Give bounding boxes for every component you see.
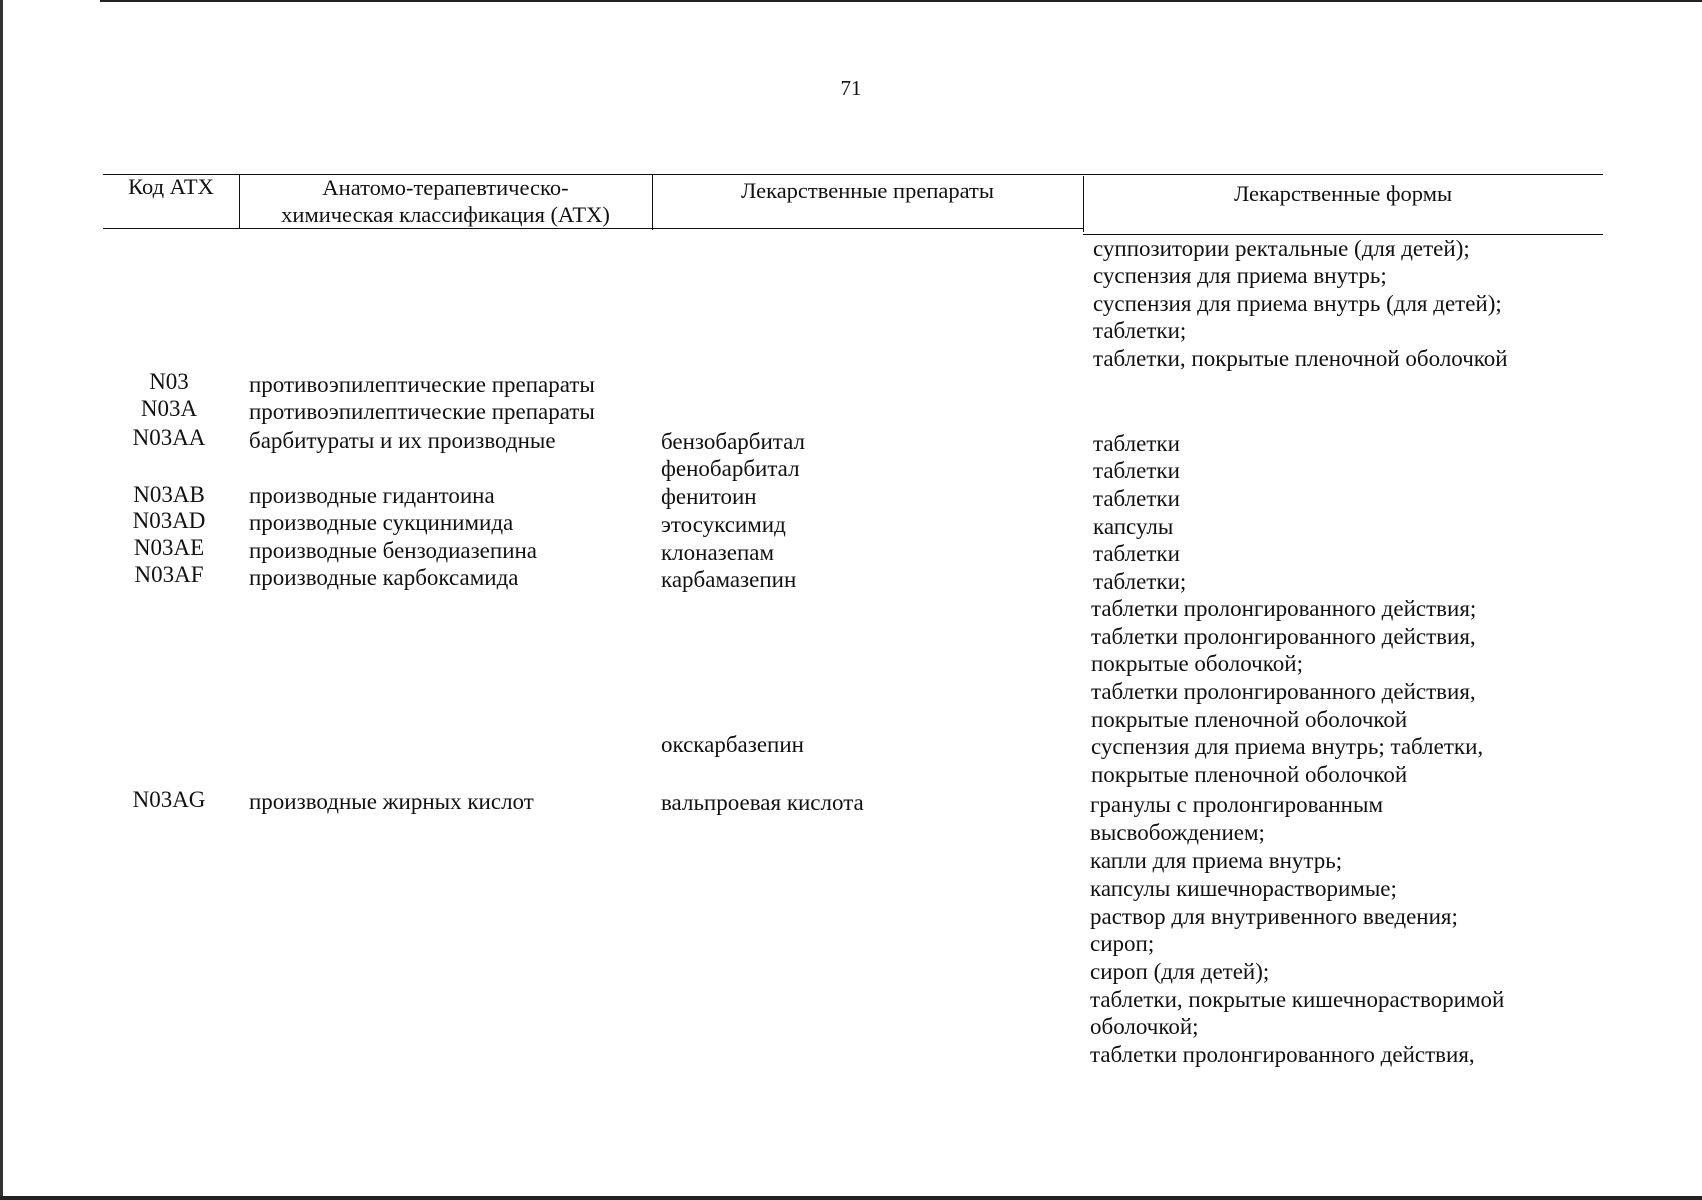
form-line: капсулы bbox=[1093, 514, 1174, 539]
drug-name: фенитоин bbox=[661, 484, 757, 509]
atc-name: противоэпилептические препараты bbox=[249, 372, 595, 397]
drug-name: вальпроевая кислота bbox=[661, 790, 864, 815]
form-line: покрытые пленочной оболочкой bbox=[1091, 707, 1408, 732]
form-line: гранулы с пролонгированным bbox=[1090, 792, 1384, 817]
form-line: таблетки пролонгированного действия, bbox=[1090, 1042, 1475, 1067]
form-line: таблетки пролонгированного действия, bbox=[1091, 624, 1476, 649]
atc-name: производные жирных кислот bbox=[249, 789, 534, 814]
atc-code: N03AA bbox=[132, 425, 206, 450]
drug-name: бензобарбитал bbox=[661, 429, 806, 454]
atc-code: N03A bbox=[140, 396, 198, 421]
form-line: покрытые пленочной оболочкой bbox=[1091, 762, 1408, 787]
header-code: Код АТХ bbox=[128, 174, 214, 199]
atc-code: N03 bbox=[149, 369, 189, 394]
form-line: таблетки пролонгированного действия; bbox=[1091, 596, 1477, 621]
atc-name: противоэпилептические препараты bbox=[249, 399, 595, 424]
form-line: сироп; bbox=[1090, 931, 1155, 956]
form-line: раствор для внутривенного введения; bbox=[1090, 904, 1458, 929]
atc-name: производные карбоксамида bbox=[249, 565, 519, 590]
atc-code: N03AE bbox=[133, 535, 205, 560]
form-line: оболочкой; bbox=[1090, 1014, 1199, 1039]
atc-name: производные бензодиазепина bbox=[249, 538, 538, 563]
form-line: капсулы кишечнорастворимые; bbox=[1090, 876, 1397, 901]
header-atc-line1: Анатомо-терапевтическо- bbox=[322, 175, 569, 200]
form-line: суспензия для приема внутрь (для детей); bbox=[1093, 291, 1502, 316]
header-forms: Лекарственные формы bbox=[1233, 181, 1453, 206]
header-drugs: Лекарственные препараты bbox=[741, 178, 994, 203]
page-number: 71 bbox=[840, 76, 862, 100]
form-line: таблетки; bbox=[1093, 569, 1187, 594]
drug-name: карбамазепин bbox=[661, 567, 797, 592]
form-line: таблетки, покрытые кишечнорастворимой bbox=[1090, 987, 1505, 1012]
form-line: капли для приема внутрь; bbox=[1090, 848, 1343, 873]
form-line: высвобождением; bbox=[1090, 820, 1265, 845]
form-line: суппозитории ректальные (для детей); bbox=[1093, 236, 1470, 261]
form-line: таблетки, покрытые пленочной оболочкой bbox=[1093, 346, 1508, 371]
drug-name: окскарбазепин bbox=[661, 732, 804, 757]
atc-name: барбитураты и их производные bbox=[249, 428, 556, 453]
drug-name: этосуксимид bbox=[661, 512, 786, 537]
form-line: таблетки bbox=[1093, 541, 1180, 566]
drug-name: фенобарбитал bbox=[661, 456, 800, 481]
form-line: суспензия для приема внутрь; таблетки, bbox=[1091, 734, 1484, 759]
form-line: суспензия для приема внутрь; bbox=[1093, 263, 1387, 288]
form-line: таблетки; bbox=[1093, 318, 1187, 343]
form-line: таблетки bbox=[1093, 486, 1180, 511]
form-line: покрытые оболочкой; bbox=[1091, 651, 1303, 676]
header-atc-line2: химическая классификация (АТХ) bbox=[281, 202, 610, 227]
atc-code: N03AB bbox=[133, 482, 205, 507]
drug-name: клоназепам bbox=[661, 540, 775, 565]
header-bottom-rule-left bbox=[103, 228, 1083, 229]
atc-name: производные гидантоина bbox=[249, 483, 495, 508]
atc-code: N03AF bbox=[134, 562, 204, 587]
atc-name: производные сукцинимида bbox=[249, 510, 514, 535]
atc-code: N03AG bbox=[132, 787, 206, 812]
form-line: таблетки пролонгированного действия, bbox=[1091, 679, 1476, 704]
form-line: таблетки bbox=[1093, 458, 1180, 483]
atc-code: N03AD bbox=[132, 508, 206, 533]
form-line: таблетки bbox=[1093, 431, 1180, 456]
form-line: сироп (для детей); bbox=[1090, 959, 1270, 984]
